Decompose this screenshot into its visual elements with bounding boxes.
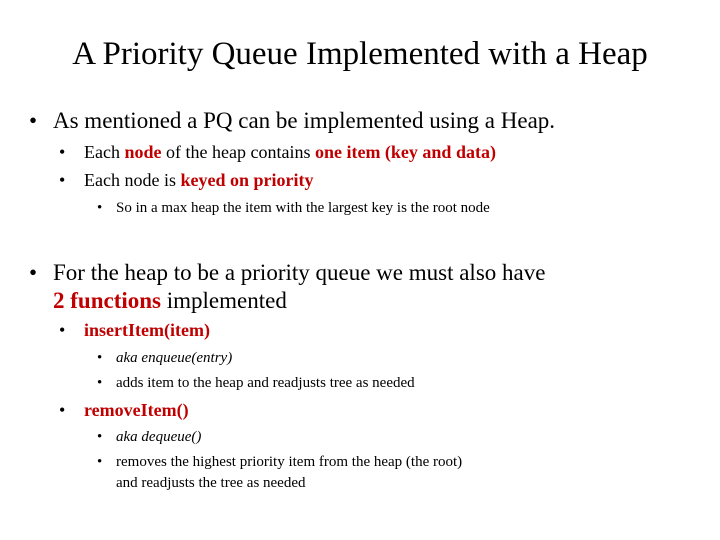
bullet-marker: • xyxy=(97,375,103,391)
bullet-marker: • xyxy=(97,350,103,366)
remove-item-label: removeItem() xyxy=(84,400,189,420)
bullet-marker: • xyxy=(59,400,66,420)
text-segment: Each xyxy=(84,142,125,162)
emphasis-2-functions: 2 functions xyxy=(53,288,161,313)
insert-item-description: adds item to the heap and readjusts tree as needed xyxy=(116,375,415,391)
text-segment: implemented xyxy=(161,288,287,313)
bullet-marker: • xyxy=(97,429,103,445)
emphasis-one-item: one item (key and data) xyxy=(314,142,496,162)
insert-item-alias: aka enqueue(entry) xyxy=(116,350,233,366)
remove-item-description-line-1: removes the highest priority item from the heap (the root) xyxy=(116,454,463,470)
bullet-marker: • xyxy=(29,108,38,133)
bullet-1-sub-2 xyxy=(84,168,313,192)
insert-item-label: insertItem(item) xyxy=(84,320,210,340)
bullet-1-sub-3: So in a max heap the item with the largest key is the root node xyxy=(116,200,490,216)
bullet-marker: • xyxy=(97,200,103,216)
remove-item-alias: aka dequeue() xyxy=(116,429,202,445)
bullet-2-line-2 xyxy=(53,286,287,315)
slide-title: A Priority Queue Implemented with a Heap xyxy=(72,36,648,72)
bullet-2-line-1: For the heap to be a priority queue we must also have xyxy=(53,260,546,285)
bullet-marker: • xyxy=(59,320,66,340)
text-segment: of the heap contains xyxy=(161,142,315,162)
bullet-marker: • xyxy=(29,260,38,285)
bullet-1-sub-1 xyxy=(84,140,496,164)
bullet-1-text: As mentioned a PQ can be implemented using a Heap. xyxy=(53,108,556,133)
bullet-marker: • xyxy=(97,454,103,470)
bullet-marker: • xyxy=(59,142,66,162)
text-segment: Each node is xyxy=(84,170,181,190)
remove-item-description-line-2: and readjusts the tree as needed xyxy=(116,475,306,491)
emphasis-node: node xyxy=(124,142,162,162)
emphasis-keyed-on-priority: keyed on priority xyxy=(180,170,314,190)
bullet-marker: • xyxy=(59,170,66,190)
